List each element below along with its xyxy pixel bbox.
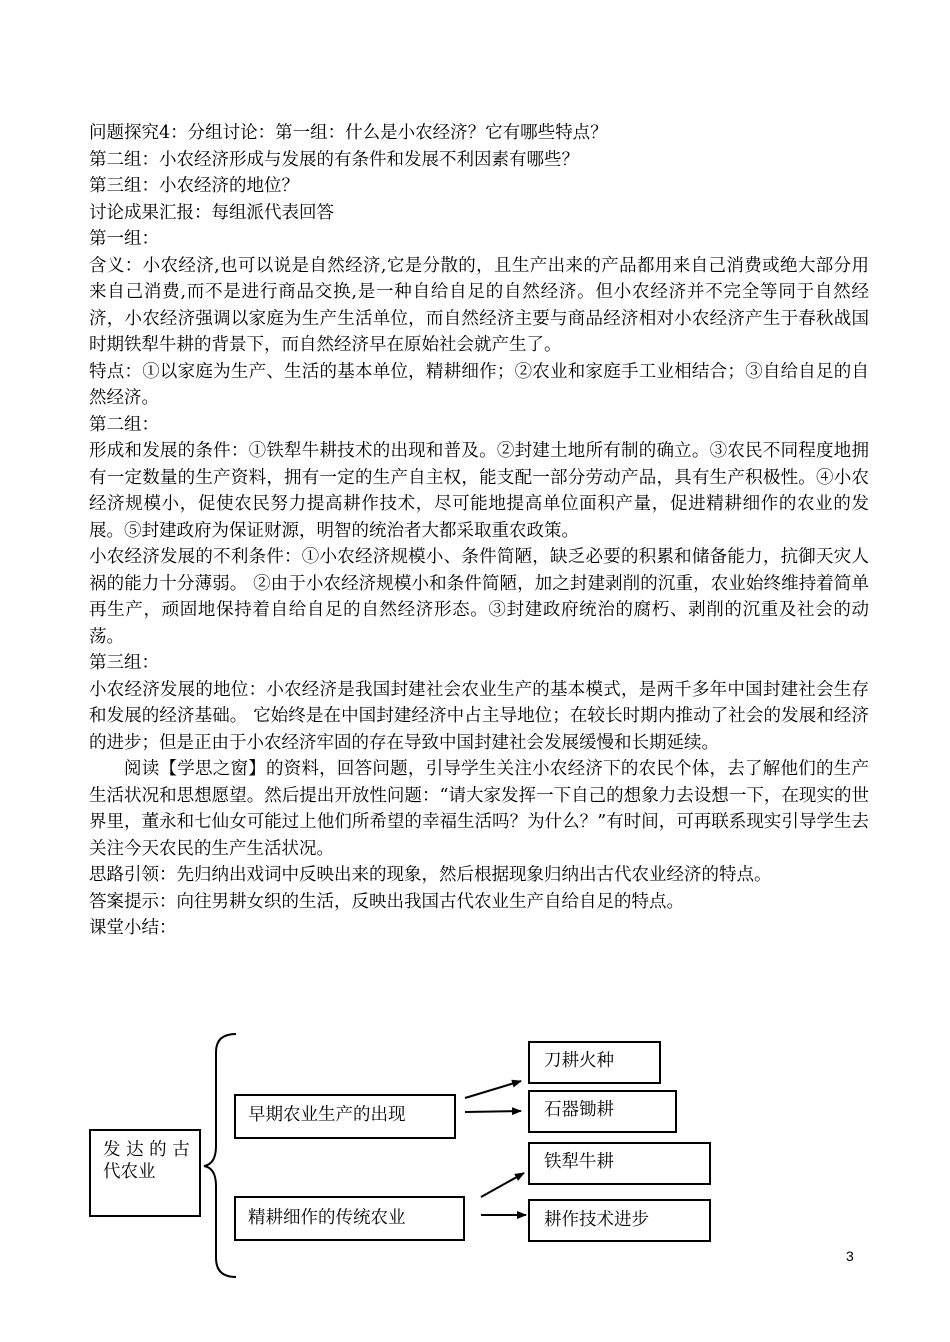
main-brace	[204, 1034, 236, 1277]
status-paragraph: 小农经济发展的地位：小农经济是我国封建社会农业生产的基本模式，是两千多年中国封建社会生存和发展的经济基础。 它始终是在中国封建经济中占主导地位；在较长时期内推动了社会的发展和经济的进步；但是正由于小农经济牢固的存在导致中国封建社会发展缓慢和长期延续。	[89, 679, 869, 753]
unfavorable-paragraph: 小农经济发展的不利条件：①小农经济规模小、条件简陋，缺乏必要的积累和储备能力，抗御天灾人祸的能力十分薄弱。 ②由于小农经济规模小和条件简陋，加之封建剥削的沉重，农业始终维持着简单再生产，顽固地保持着自给自足的自然经济形态。③封建政府统治的腐朽、剥削的沉重及社会的动荡。	[89, 547, 869, 647]
group-2-heading: 第二组：	[89, 414, 159, 435]
discussion-report: 讨论成果汇报：每组派代表回答	[89, 202, 334, 223]
conditions-paragraph: 形成和发展的条件：①铁犁牛耕技术的出现和普及。②封建土地所有制的确立。③农民不同程度地拥有一定数量的生产资料，拥有一定的生产自主权，能支配一部分劳动产品，具有生产积极性。④小农经济规模小，促使农民努力提高耕作技术，尽可能地提高单位面积产量，促进精耕细作的农业的发展。⑤封建政府为保证财源，明智的统治者大都采取重农政策。	[89, 441, 869, 541]
slash-and-burn-box	[528, 1041, 661, 1084]
group-3-question: 第三组：小农经济的地位？	[89, 176, 299, 196]
arrow-to-stone-hoe	[465, 1111, 521, 1112]
thinking-guide: 思路引领：先归纳出戏词中反映出来的现象，然后根据现象归纳出古代农业经济的特点。	[89, 865, 772, 885]
technique-progress-label: 耕作技术进步	[544, 1210, 649, 1230]
branch-intensive-agriculture-box	[234, 1196, 465, 1241]
slash-and-burn-label: 刀耕火种	[544, 1051, 614, 1071]
stone-hoe-box	[528, 1090, 677, 1133]
technique-progress-box	[528, 1199, 711, 1242]
question-exploration-4: 问题探究4：分组讨论：第一组：什么是小农经济？它有哪些特点？	[89, 123, 608, 143]
root-box	[89, 1129, 201, 1217]
definition-paragraph: 含义：小农经济,也可以说是自然经济,它是分散的，且生产出来的产品都用来自己消费或绝大部分用来自己消费,而不是进行商品交换,是一种自给自足的自然经济。但小农经济并不完全等同于自然经济，小农经济强调以家庭为生产生活单位，而自然经济主要与商品经济相对小农经济产生于春秋战国时期铁犁牛耕的背景下，而自然经济早在原始社会就产生了。	[89, 255, 869, 355]
arrow-to-iron-plough	[481, 1173, 524, 1197]
stone-hoe-label: 石器锄耕	[544, 1100, 614, 1120]
group-2-question: 第二组：小农经济形成与发展的有条件和发展不利因素有哪些？	[89, 149, 579, 170]
group-1-heading: 第一组：	[89, 229, 159, 249]
root-label: 发 达 的 古 代农业	[103, 1140, 190, 1182]
arrow-to-slash-and-burn	[465, 1081, 521, 1098]
iron-plough-label: 铁犁牛耕	[544, 1152, 614, 1172]
branch-early-agriculture-label: 早期农业生产的出现	[248, 1105, 406, 1125]
class-summary-label: 课堂小结：	[89, 918, 177, 938]
branch-intensive-agriculture-label: 精耕细作的传统农业	[248, 1208, 406, 1228]
reading-paragraph: 阅读【学思之窗】的资料，回答问题，引导学生关注小农经济下的农民个体，去了解他们的生产生活状况和思想愿望。然后提出开放性问题：“请大家发挥一下自己的想象力去设想一下，在现实的世界里，董永和七仙女可能过上他们所希望的幸福生活吗？为什么？”有时间，可再联系现实引导学生去关注今天农民的生产生活状况。	[89, 759, 869, 859]
iron-plough-box	[528, 1142, 711, 1185]
page-number: 3	[846, 1248, 854, 1264]
branch-early-agriculture-box	[234, 1094, 456, 1139]
features-paragraph: 特点：①以家庭为生产、生活的基本单位，精耕细作；②农业和家庭手工业相结合；③自给自足的自然经济。	[89, 361, 869, 408]
group-3-heading: 第三组：	[89, 653, 159, 673]
answer-hint: 答案提示：向往男耕女织的生活，反映出我国古代农业生产自给自足的特点。	[89, 891, 684, 912]
